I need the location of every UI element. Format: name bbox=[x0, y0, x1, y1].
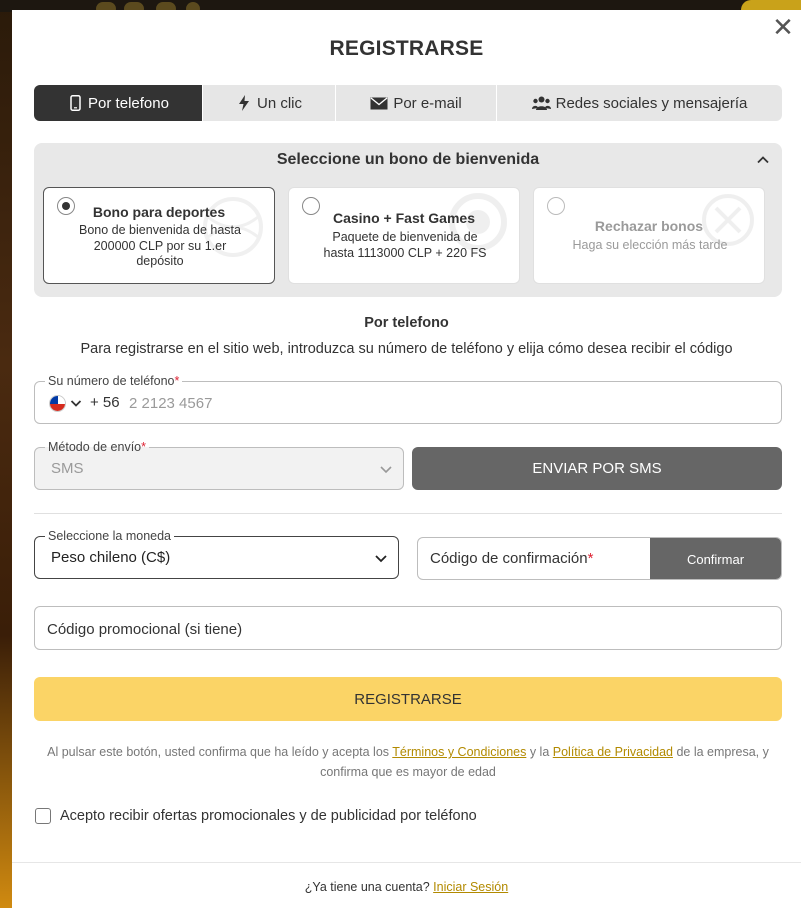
country-code: + 56 bbox=[90, 394, 120, 411]
background-page-edge bbox=[0, 0, 12, 908]
tab-one-click[interactable] bbox=[203, 85, 336, 121]
modal-footer bbox=[12, 862, 801, 908]
promo-code-input[interactable] bbox=[47, 617, 747, 641]
tab-label: Por e-mail bbox=[393, 94, 462, 112]
phone-label: Su número de teléfono* bbox=[45, 373, 182, 389]
tab-email[interactable] bbox=[336, 85, 497, 121]
terms-link[interactable]: Términos y Condiciones bbox=[392, 745, 527, 759]
send-method-label: Método de envío* bbox=[45, 439, 149, 455]
currency-value: Peso chileno (C$) bbox=[51, 549, 171, 566]
radio-button[interactable] bbox=[547, 197, 565, 215]
privacy-link[interactable]: Política de Privacidad bbox=[552, 745, 673, 759]
tab-phone[interactable] bbox=[34, 85, 203, 121]
bonus-option-casino[interactable] bbox=[288, 187, 520, 284]
confirmation-code-field[interactable] bbox=[417, 537, 782, 580]
phone-icon bbox=[67, 95, 83, 111]
chevron-down-icon bbox=[379, 462, 393, 476]
bonus-description: Paquete de bienvenida de hasta 1113000 CLP + 220 FS bbox=[323, 230, 487, 260]
confirm-button[interactable]: Confirmar bbox=[650, 538, 781, 580]
currency-select[interactable] bbox=[34, 529, 399, 579]
bonus-title: Rechazar bonos bbox=[594, 218, 704, 234]
bonus-heading: Seleccione un bono de bienvenida bbox=[276, 151, 540, 168]
section-title: Por telefono bbox=[364, 315, 449, 331]
phone-input[interactable] bbox=[129, 391, 729, 415]
tab-label: Un clic bbox=[256, 94, 302, 112]
bonus-title: Casino + Fast Games bbox=[332, 210, 475, 226]
lightning-icon bbox=[236, 95, 252, 111]
promo-consent bbox=[35, 808, 477, 824]
send-sms-button[interactable]: ENVIAR POR SMS bbox=[412, 447, 782, 490]
phone-field bbox=[34, 374, 782, 424]
tab-social[interactable] bbox=[497, 85, 782, 121]
consent-label: Acepto recibir ofertas promocionales y de publicidad por teléfono bbox=[60, 808, 477, 824]
bonus-description: Bono de bienvenida de hasta 200000 CLP por su 1.er depósito bbox=[79, 223, 241, 268]
bonus-option-decline[interactable] bbox=[533, 187, 765, 284]
send-method-select[interactable] bbox=[34, 440, 404, 490]
modal-title: REGISTRARSE bbox=[329, 37, 484, 60]
chevron-up-icon[interactable] bbox=[756, 153, 772, 169]
divider bbox=[34, 513, 782, 514]
chile-flag-icon[interactable] bbox=[49, 395, 66, 412]
tab-label: Redes sociales y mensajería bbox=[555, 94, 748, 112]
tab-label: Por telefono bbox=[88, 94, 169, 112]
close-icon[interactable]: ✕ bbox=[772, 13, 794, 43]
terms-text: Al pulsar este botón, usted confirma que ha leído y acepta los Términos y Condiciones y la Política de Privacidad de la empresa, y confirma que es mayor de edad bbox=[47, 745, 769, 779]
login-link[interactable]: Iniciar Sesión bbox=[433, 880, 509, 894]
welcome-bonus-panel bbox=[34, 143, 782, 297]
users-icon bbox=[532, 95, 551, 111]
bonus-title: Bono para deportes bbox=[92, 204, 226, 220]
chevron-down-icon[interactable] bbox=[70, 396, 82, 408]
register-button[interactable]: REGISTRARSE bbox=[34, 677, 782, 721]
section-description: Para registrarse en el sitio web, introduzca su número de teléfono y elija cómo desea recibir el código bbox=[80, 341, 733, 357]
currency-label: Seleccione la moneda bbox=[45, 528, 174, 544]
consent-checkbox[interactable] bbox=[35, 808, 51, 824]
login-question: ¿Ya tiene una cuenta? bbox=[304, 880, 434, 894]
confirmation-code-placeholder: Código de confirmación* bbox=[430, 550, 594, 567]
envelope-icon bbox=[370, 95, 388, 111]
registration-modal bbox=[12, 10, 801, 908]
registration-tabs bbox=[34, 85, 782, 121]
bonus-option-sports[interactable] bbox=[43, 187, 275, 284]
chevron-down-icon bbox=[374, 551, 388, 565]
send-method-value: SMS bbox=[51, 460, 84, 477]
bonus-description: Haga su elección más tarde bbox=[572, 238, 728, 252]
promo-code-field bbox=[34, 606, 782, 650]
